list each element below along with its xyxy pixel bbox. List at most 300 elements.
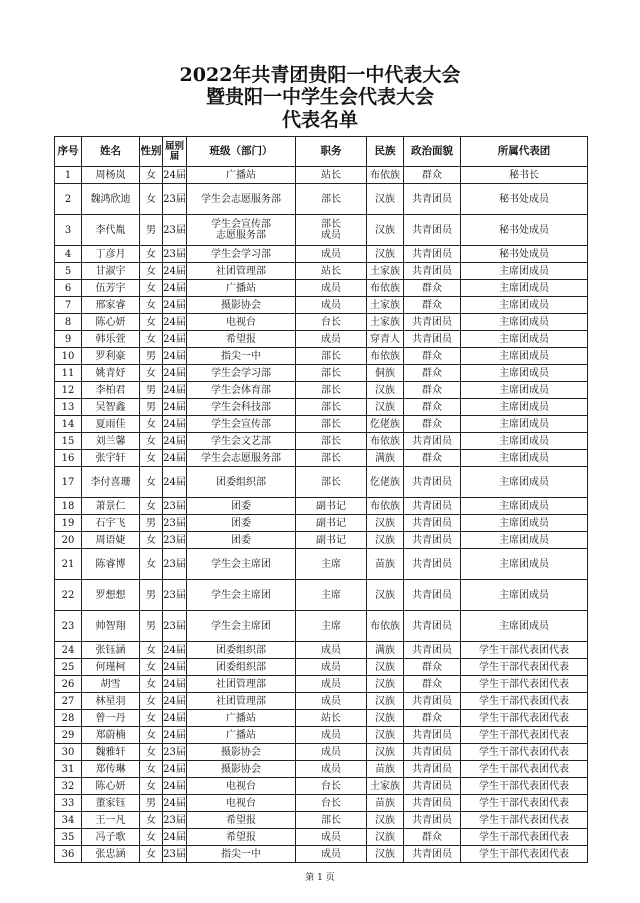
cell-name: 张宇轩 — [82, 450, 140, 467]
cell-gender: 女 — [140, 642, 163, 659]
cell-delegation: 主席团成员 — [461, 382, 588, 399]
cell-position: 部长 — [296, 812, 367, 829]
cell-delegation: 学生干部代表团代表 — [461, 761, 588, 778]
cell-name: 魏鸿欣迪 — [82, 184, 140, 215]
table-row — [55, 829, 588, 846]
cell-department: 学生会志愿服务部 — [187, 184, 296, 215]
cell-index: 14 — [55, 416, 82, 433]
cell-position: 副书记 — [296, 498, 367, 515]
cell-cohort: 24届 — [163, 280, 187, 297]
cell-department: 摄影协会 — [187, 761, 296, 778]
cell-gender: 女 — [140, 167, 163, 184]
cell-ethnicity: 土家族 — [367, 778, 404, 795]
cell-gender: 女 — [140, 778, 163, 795]
cell-index: 8 — [55, 314, 82, 331]
delegate-table — [54, 136, 588, 863]
page-footer: 第 1 页 — [305, 873, 335, 883]
title-line-2: 暨贵阳一中学生会代表大会 — [205, 86, 434, 108]
cell-delegation: 秘书处成员 — [461, 184, 588, 215]
cell-political-status: 共青团员 — [404, 467, 461, 498]
cell-political-status: 共青团员 — [404, 331, 461, 348]
cell-delegation: 学生干部代表团代表 — [461, 812, 588, 829]
cell-delegation: 秘书长 — [461, 167, 588, 184]
table-row — [55, 761, 588, 778]
cell-department: 学生会文艺部 — [187, 433, 296, 450]
cell-delegation: 主席团成员 — [461, 433, 588, 450]
cell-cohort: 24届 — [163, 778, 187, 795]
cell-ethnicity: 汉族 — [367, 676, 404, 693]
cell-index: 7 — [55, 297, 82, 314]
cell-political-status: 群众 — [404, 676, 461, 693]
table-row — [55, 532, 588, 549]
cell-gender: 女 — [140, 331, 163, 348]
col-header-ethnicity: 民族 — [367, 137, 404, 167]
cell-position: 部长 成员 — [296, 215, 367, 246]
cell-ethnicity: 满族 — [367, 450, 404, 467]
cell-delegation: 主席团成员 — [461, 549, 588, 580]
cell-position: 成员 — [296, 331, 367, 348]
cell-political-status: 共青团员 — [404, 215, 461, 246]
cell-name: 萧景仁 — [82, 498, 140, 515]
cell-ethnicity: 满族 — [367, 642, 404, 659]
cell-ethnicity: 汉族 — [367, 580, 404, 611]
cell-position: 成员 — [296, 676, 367, 693]
cell-gender: 女 — [140, 812, 163, 829]
table-row — [55, 382, 588, 399]
cell-gender: 女 — [140, 829, 163, 846]
col-header-delegation: 所属代表团 — [461, 137, 588, 167]
cell-department: 电视台 — [187, 314, 296, 331]
cell-name: 吴智鑫 — [82, 399, 140, 416]
cell-index: 2 — [55, 184, 82, 215]
cell-department: 学生会学习部 — [187, 365, 296, 382]
cell-name: 韩乐萱 — [82, 331, 140, 348]
cell-position: 主席 — [296, 580, 367, 611]
cell-cohort: 24届 — [163, 297, 187, 314]
cell-delegation: 学生干部代表团代表 — [461, 744, 588, 761]
cell-name: 陈心妍 — [82, 778, 140, 795]
cell-index: 6 — [55, 280, 82, 297]
cell-delegation: 学生干部代表团代表 — [461, 829, 588, 846]
cell-delegation: 秘书处成员 — [461, 215, 588, 246]
cell-political-status: 群众 — [404, 450, 461, 467]
cell-index: 35 — [55, 829, 82, 846]
cell-gender: 女 — [140, 710, 163, 727]
cell-political-status: 群众 — [404, 348, 461, 365]
cell-delegation: 主席团成员 — [461, 515, 588, 532]
table-row — [55, 348, 588, 365]
cell-political-status: 群众 — [404, 365, 461, 382]
cell-position: 成员 — [296, 280, 367, 297]
cell-political-status: 共青团员 — [404, 812, 461, 829]
cell-name: 李付喜珊 — [82, 467, 140, 498]
cell-department: 摄影协会 — [187, 297, 296, 314]
cell-delegation: 主席团成员 — [461, 314, 588, 331]
cell-gender: 女 — [140, 450, 163, 467]
cell-delegation: 学生干部代表团代表 — [461, 676, 588, 693]
cell-index: 4 — [55, 246, 82, 263]
cell-cohort: 24届 — [163, 433, 187, 450]
cell-department: 团委组织部 — [187, 659, 296, 676]
table-row — [55, 676, 588, 693]
cell-position: 台长 — [296, 314, 367, 331]
cell-index: 26 — [55, 676, 82, 693]
table-row — [55, 365, 588, 382]
cell-ethnicity: 汉族 — [367, 532, 404, 549]
cell-ethnicity: 穿青人 — [367, 331, 404, 348]
table-row — [55, 280, 588, 297]
cell-cohort: 23届 — [163, 184, 187, 215]
table-row — [55, 246, 588, 263]
cell-department: 团委组织部 — [187, 467, 296, 498]
cell-political-status: 共青团员 — [404, 846, 461, 863]
cell-ethnicity: 汉族 — [367, 659, 404, 676]
cell-index: 19 — [55, 515, 82, 532]
cell-gender: 女 — [140, 184, 163, 215]
cell-ethnicity: 仡佬族 — [367, 416, 404, 433]
cell-political-status: 群众 — [404, 297, 461, 314]
cell-delegation: 主席团成员 — [461, 297, 588, 314]
cell-ethnicity: 布依族 — [367, 433, 404, 450]
cell-name: 周杨岚 — [82, 167, 140, 184]
cell-ethnicity: 侗族 — [367, 365, 404, 382]
cell-political-status: 共青团员 — [404, 642, 461, 659]
cell-index: 9 — [55, 331, 82, 348]
cell-index: 23 — [55, 611, 82, 642]
cell-political-status: 群众 — [404, 382, 461, 399]
cell-index: 3 — [55, 215, 82, 246]
cell-political-status: 共青团员 — [404, 532, 461, 549]
cell-department: 电视台 — [187, 795, 296, 812]
cell-ethnicity: 汉族 — [367, 727, 404, 744]
cell-position: 台长 — [296, 795, 367, 812]
cell-political-status: 共青团员 — [404, 263, 461, 280]
cell-gender: 女 — [140, 433, 163, 450]
cell-gender: 女 — [140, 727, 163, 744]
cell-cohort: 24届 — [163, 710, 187, 727]
cell-position: 部长 — [296, 399, 367, 416]
cell-department: 希望报 — [187, 331, 296, 348]
cell-gender: 女 — [140, 246, 163, 263]
cell-cohort: 24届 — [163, 348, 187, 365]
cell-index: 15 — [55, 433, 82, 450]
cell-gender: 女 — [140, 693, 163, 710]
cell-ethnicity: 仡佬族 — [367, 467, 404, 498]
cell-name: 李柏君 — [82, 382, 140, 399]
table-row — [55, 611, 588, 642]
cell-position: 成员 — [296, 693, 367, 710]
table-row — [55, 580, 588, 611]
col-header-index: 序号 — [55, 137, 82, 167]
cell-gender: 女 — [140, 532, 163, 549]
cell-cohort: 24届 — [163, 659, 187, 676]
table-row — [55, 184, 588, 215]
table-row — [55, 846, 588, 863]
cell-position: 部长 — [296, 467, 367, 498]
table-row — [55, 215, 588, 246]
cell-department: 学生会宣传部 志愿服务部 — [187, 215, 296, 246]
cell-gender: 女 — [140, 297, 163, 314]
cell-name: 陈睿博 — [82, 549, 140, 580]
cell-delegation: 主席团成员 — [461, 498, 588, 515]
cell-index: 22 — [55, 580, 82, 611]
cell-department: 学生会主席团 — [187, 580, 296, 611]
cell-department: 摄影协会 — [187, 744, 296, 761]
cell-name: 帅智翔 — [82, 611, 140, 642]
cell-department: 学生会学习部 — [187, 246, 296, 263]
cell-department: 广播站 — [187, 727, 296, 744]
cell-cohort: 24届 — [163, 167, 187, 184]
cell-political-status: 共青团员 — [404, 761, 461, 778]
table-row — [55, 399, 588, 416]
cell-position: 成员 — [296, 727, 367, 744]
table-row — [55, 710, 588, 727]
col-header-position: 职务 — [296, 137, 367, 167]
cell-gender: 女 — [140, 744, 163, 761]
cell-position: 部长 — [296, 382, 367, 399]
cell-gender: 女 — [140, 498, 163, 515]
cell-name: 郑蔚楠 — [82, 727, 140, 744]
cell-cohort: 23届 — [163, 812, 187, 829]
cell-department: 学生会科技部 — [187, 399, 296, 416]
cell-cohort: 24届 — [163, 795, 187, 812]
cell-position: 成员 — [296, 659, 367, 676]
cell-position: 站长 — [296, 167, 367, 184]
cell-political-status: 群众 — [404, 280, 461, 297]
cell-cohort: 23届 — [163, 744, 187, 761]
cell-ethnicity: 土家族 — [367, 314, 404, 331]
cell-gender: 女 — [140, 676, 163, 693]
cell-delegation: 主席团成员 — [461, 348, 588, 365]
cell-index: 12 — [55, 382, 82, 399]
table-row — [55, 795, 588, 812]
cell-name: 姚青妤 — [82, 365, 140, 382]
cell-name: 甘淑宇 — [82, 263, 140, 280]
cell-index: 17 — [55, 467, 82, 498]
cell-position: 部长 — [296, 184, 367, 215]
cell-department: 社团管理部 — [187, 676, 296, 693]
cell-index: 1 — [55, 167, 82, 184]
cell-political-status: 共青团员 — [404, 549, 461, 580]
cell-index: 32 — [55, 778, 82, 795]
cell-cohort: 23届 — [163, 498, 187, 515]
cell-cohort: 24届 — [163, 829, 187, 846]
cell-delegation: 学生干部代表团代表 — [461, 795, 588, 812]
cell-gender: 男 — [140, 382, 163, 399]
cell-cohort: 23届 — [163, 549, 187, 580]
table-row — [55, 744, 588, 761]
cell-ethnicity: 汉族 — [367, 744, 404, 761]
cell-delegation: 主席团成员 — [461, 450, 588, 467]
cell-gender: 女 — [140, 549, 163, 580]
cell-index: 13 — [55, 399, 82, 416]
cell-delegation: 秘书处成员 — [461, 246, 588, 263]
cell-cohort: 24届 — [163, 693, 187, 710]
cell-delegation: 主席团成员 — [461, 399, 588, 416]
col-header-gender: 性别 — [140, 137, 163, 167]
cell-ethnicity: 汉族 — [367, 710, 404, 727]
cell-department: 社团管理部 — [187, 693, 296, 710]
table-row — [55, 812, 588, 829]
cell-position: 部长 — [296, 365, 367, 382]
cell-political-status: 共青团员 — [404, 580, 461, 611]
cell-department: 学生会志愿服务部 — [187, 450, 296, 467]
cell-name: 陈心妍 — [82, 314, 140, 331]
cell-position: 部长 — [296, 348, 367, 365]
cell-index: 31 — [55, 761, 82, 778]
cell-department: 电视台 — [187, 778, 296, 795]
cell-name: 夏雨佳 — [82, 416, 140, 433]
cell-index: 30 — [55, 744, 82, 761]
cell-index: 18 — [55, 498, 82, 515]
cell-political-status: 群众 — [404, 659, 461, 676]
cell-delegation: 学生干部代表团代表 — [461, 659, 588, 676]
cell-cohort: 24届 — [163, 331, 187, 348]
cell-department: 团委 — [187, 532, 296, 549]
cell-political-status: 共青团员 — [404, 744, 461, 761]
cell-ethnicity: 汉族 — [367, 246, 404, 263]
cell-gender: 女 — [140, 846, 163, 863]
cell-cohort: 24届 — [163, 263, 187, 280]
cell-delegation: 学生干部代表团代表 — [461, 727, 588, 744]
cell-position: 成员 — [296, 642, 367, 659]
cell-ethnicity: 土家族 — [367, 263, 404, 280]
cell-delegation: 主席团成员 — [461, 365, 588, 382]
cell-ethnicity: 汉族 — [367, 382, 404, 399]
cell-cohort: 24届 — [163, 727, 187, 744]
cell-political-status: 共青团员 — [404, 498, 461, 515]
col-header-cohort: 届别届 — [163, 137, 187, 167]
cell-gender: 女 — [140, 314, 163, 331]
table-row — [55, 549, 588, 580]
cell-name: 罗利豪 — [82, 348, 140, 365]
cell-cohort: 23届 — [163, 532, 187, 549]
cell-name: 郑传琳 — [82, 761, 140, 778]
cell-name: 石宇飞 — [82, 515, 140, 532]
cell-ethnicity: 汉族 — [367, 846, 404, 863]
cell-position: 主席 — [296, 549, 367, 580]
cell-cohort: 23届 — [163, 215, 187, 246]
cell-delegation: 学生干部代表团代表 — [461, 846, 588, 863]
cell-department: 广播站 — [187, 710, 296, 727]
cell-political-status: 共青团员 — [404, 611, 461, 642]
col-header-political-status: 政治面貌 — [404, 137, 461, 167]
cell-position: 成员 — [296, 297, 367, 314]
cell-cohort: 24届 — [163, 467, 187, 498]
cell-gender: 男 — [140, 795, 163, 812]
cell-cohort: 24届 — [163, 416, 187, 433]
header-row — [55, 137, 588, 167]
cell-ethnicity: 布依族 — [367, 167, 404, 184]
cell-delegation: 主席团成员 — [461, 532, 588, 549]
cell-department: 学生会主席团 — [187, 611, 296, 642]
cell-gender: 男 — [140, 348, 163, 365]
cell-index: 24 — [55, 642, 82, 659]
cell-delegation: 主席团成员 — [461, 580, 588, 611]
cell-political-status: 群众 — [404, 710, 461, 727]
table-row — [55, 498, 588, 515]
cell-name: 魏雅轩 — [82, 744, 140, 761]
col-header-name: 姓名 — [82, 137, 140, 167]
cell-position: 成员 — [296, 744, 367, 761]
cell-department: 希望报 — [187, 829, 296, 846]
cell-index: 16 — [55, 450, 82, 467]
cell-name: 李代胤 — [82, 215, 140, 246]
cell-cohort: 23届 — [163, 846, 187, 863]
cell-position: 成员 — [296, 829, 367, 846]
cell-political-status: 群众 — [404, 167, 461, 184]
cell-ethnicity: 苗族 — [367, 549, 404, 580]
cell-index: 10 — [55, 348, 82, 365]
cell-gender: 男 — [140, 399, 163, 416]
cell-gender: 男 — [140, 611, 163, 642]
cell-delegation: 主席团成员 — [461, 611, 588, 642]
cell-delegation: 主席团成员 — [461, 280, 588, 297]
cell-index: 33 — [55, 795, 82, 812]
cell-political-status: 共青团员 — [404, 184, 461, 215]
cell-cohort: 24届 — [163, 314, 187, 331]
cell-ethnicity: 土家族 — [367, 297, 404, 314]
cell-department: 指尖一中 — [187, 348, 296, 365]
cell-ethnicity: 布依族 — [367, 348, 404, 365]
cell-political-status: 群众 — [404, 829, 461, 846]
cell-index: 27 — [55, 693, 82, 710]
cell-name: 董家钰 — [82, 795, 140, 812]
cell-department: 社团管理部 — [187, 263, 296, 280]
cell-department: 广播站 — [187, 280, 296, 297]
cell-political-status: 共青团员 — [404, 693, 461, 710]
cell-ethnicity: 苗族 — [367, 795, 404, 812]
cell-political-status: 共青团员 — [404, 795, 461, 812]
cell-political-status: 共青团员 — [404, 727, 461, 744]
table-row — [55, 642, 588, 659]
cell-index: 36 — [55, 846, 82, 863]
table-row — [55, 314, 588, 331]
cell-name: 胡雪 — [82, 676, 140, 693]
cell-ethnicity: 苗族 — [367, 761, 404, 778]
cell-index: 29 — [55, 727, 82, 744]
cell-gender: 女 — [140, 416, 163, 433]
table-row — [55, 167, 588, 184]
cell-ethnicity: 汉族 — [367, 399, 404, 416]
cell-political-status: 共青团员 — [404, 778, 461, 795]
cell-position: 部长 — [296, 450, 367, 467]
cell-department: 希望报 — [187, 812, 296, 829]
cell-political-status: 共青团员 — [404, 246, 461, 263]
cell-department: 广播站 — [187, 167, 296, 184]
cell-name: 周语婕 — [82, 532, 140, 549]
cell-index: 34 — [55, 812, 82, 829]
cell-gender: 女 — [140, 365, 163, 382]
cell-position: 副书记 — [296, 515, 367, 532]
cell-name: 罗想想 — [82, 580, 140, 611]
cell-position: 部长 — [296, 433, 367, 450]
cell-department: 团委 — [187, 498, 296, 515]
cell-department: 团委组织部 — [187, 642, 296, 659]
cell-ethnicity: 布依族 — [367, 611, 404, 642]
cell-position: 台长 — [296, 778, 367, 795]
cell-position: 站长 — [296, 710, 367, 727]
cell-cohort: 23届 — [163, 580, 187, 611]
cell-gender: 女 — [140, 761, 163, 778]
cell-index: 20 — [55, 532, 82, 549]
cell-political-status: 共青团员 — [404, 314, 461, 331]
cell-gender: 女 — [140, 280, 163, 297]
cell-cohort: 24届 — [163, 676, 187, 693]
cell-ethnicity: 布依族 — [367, 280, 404, 297]
cell-delegation: 学生干部代表团代表 — [461, 642, 588, 659]
cell-position: 主席 — [296, 611, 367, 642]
